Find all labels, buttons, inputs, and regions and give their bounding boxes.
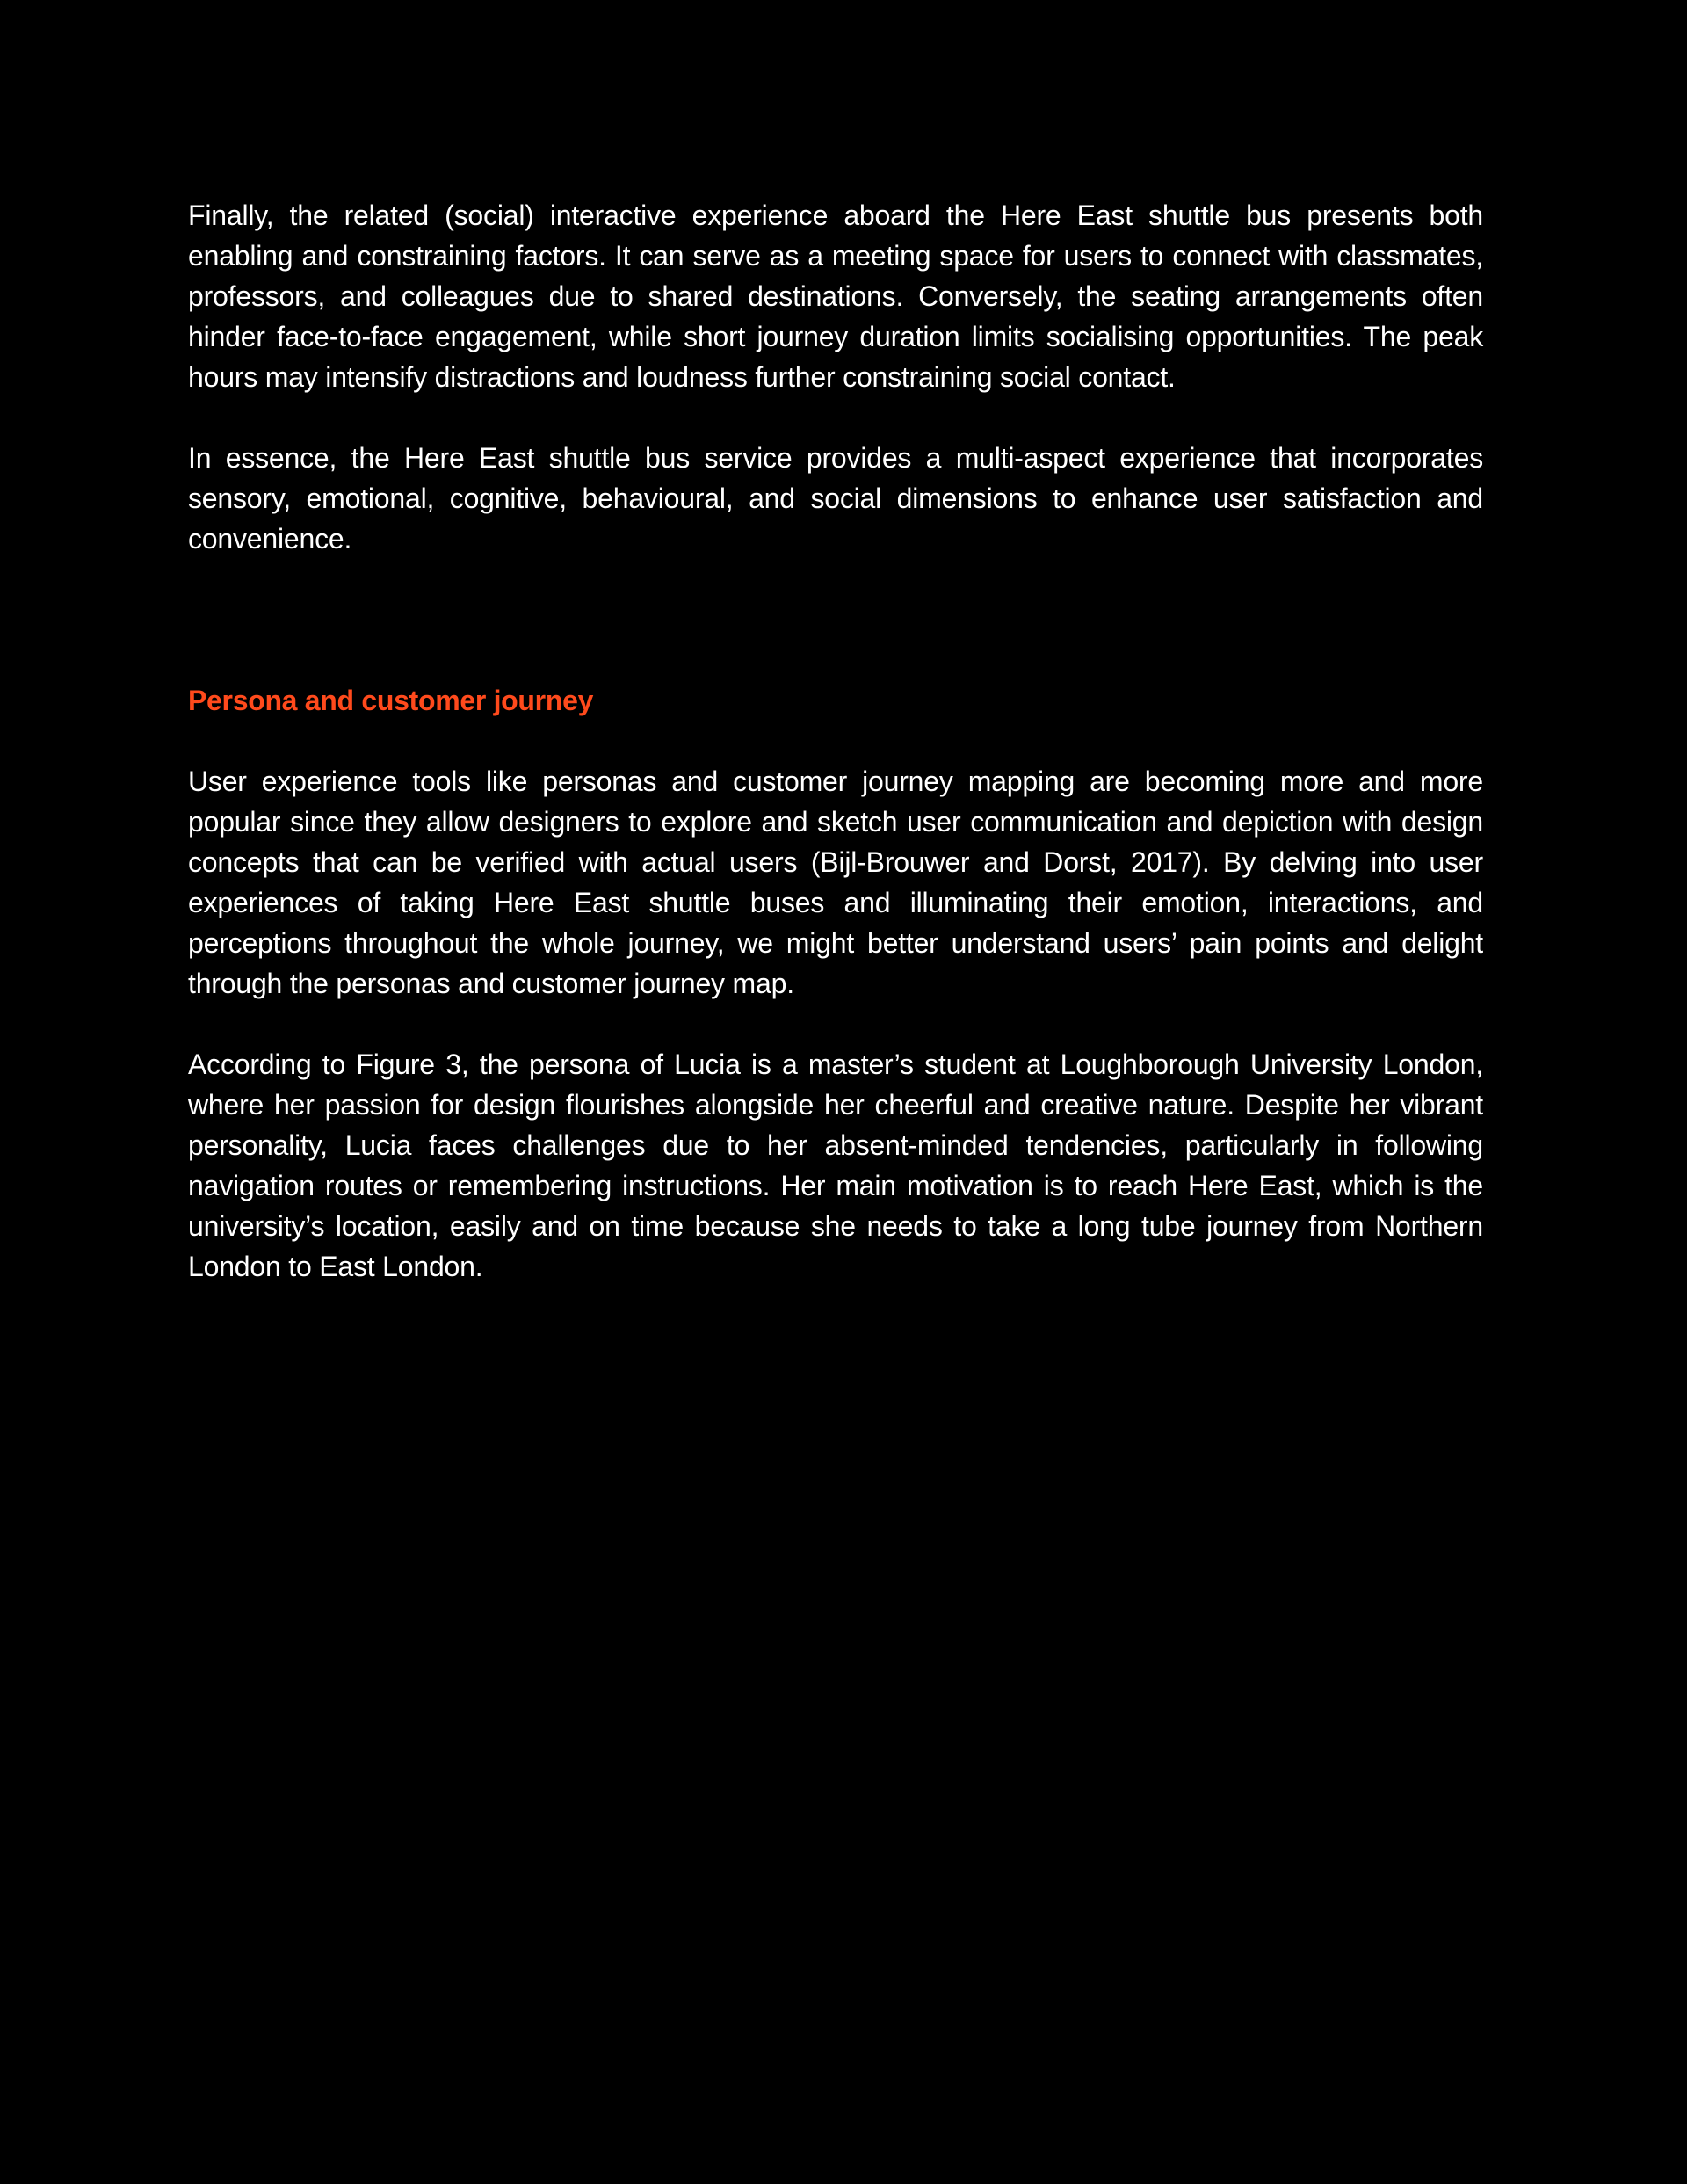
paragraph-spacer: [188, 397, 1483, 438]
paragraph-spacer: [188, 721, 1483, 761]
section-heading: Persona and customer journey: [188, 685, 594, 716]
paragraph-social-experience: Finally, the related (social) interactive experience aboard the Here East shuttle bus presents both enabling and constraining factors. It can serve as a meeting space for users to connect with classmates, professors, and colleagues due to shared destinations. Conversely, the seating arrangements often hinder face-to-face engagement, while short journey duration limits socialising opportunities. The peak hours may intensify distractions and loudness further constraining social contact.: [188, 200, 1483, 393]
section-spacer: [188, 559, 1483, 680]
document-page: [188, 195, 1483, 1287]
paragraph-essence-summary: In essence, the Here East shuttle bus service provides a multi-aspect experience that incorporates sensory, emotional, cognitive, behavioural, and social dimensions to enhance user satisfaction and convenience.: [188, 442, 1483, 555]
paragraph-ux-tools: User experience tools like personas and customer journey mapping are becoming more and more popular since they allow designers to explore and sketch user communication and depiction with design concepts that can be verified with actual users (Bijl-Brouwer and Dorst, 2017). By delving into user experiences of taking Here East shuttle buses and illuminating their emotion, interactions, and perceptions throughout the whole journey, we might better understand users’ pain points and delight through the personas and customer journey map.: [188, 765, 1483, 999]
paragraph-persona-lucia: According to Figure 3, the persona of Lucia is a master’s student at Loughborough University London, where her passion for design flourishes alongside her cheerful and creative nature. Despite her vibrant personality, Lucia faces challenges due to her absent-minded tendencies, particularly in following navigation routes or remembering instructions. Her main motivation is to reach Here East, which is the university’s location, easily and on time because she needs to take a long tube journey from Northern London to East London.: [188, 1048, 1483, 1282]
paragraph-spacer: [188, 1004, 1483, 1044]
